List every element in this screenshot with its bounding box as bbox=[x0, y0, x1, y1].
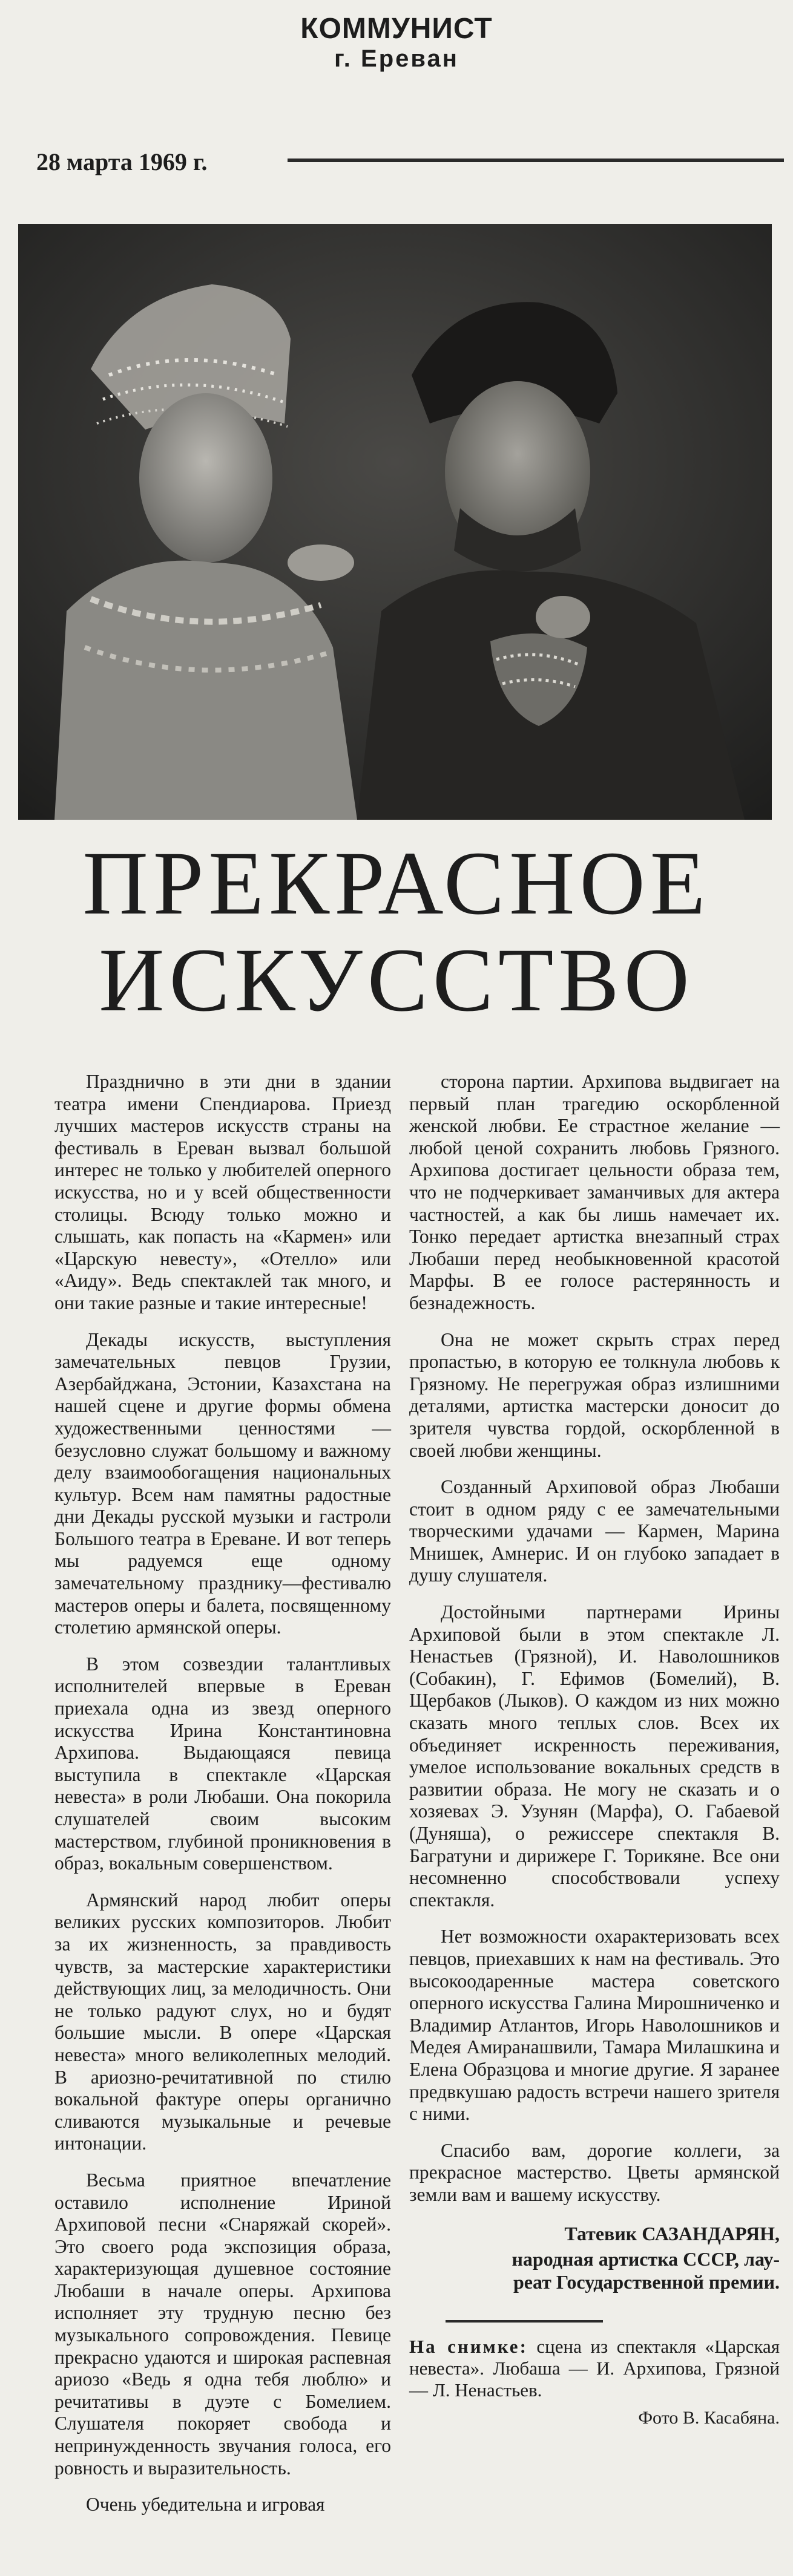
photo-caption bbox=[409, 2336, 780, 2401]
paragraph: Празднично в эти дни в здании театра имени Спендиарова. Приезд лучших мастеров искусств страны на фестиваль в Ереван вызвал большой интерес не только у любителей оперного искусства, но и у всей общественности столицы. Всюду только можно и слышать, как попасть на «Кармен» или «Царскую невесту», «Отелло» или «Аиду». Ведь спектаклей так много, и они такие разные и такие интересные! bbox=[54, 1071, 391, 1313]
photo-credit: Фото В. Касабяна. bbox=[638, 2407, 780, 2428]
masthead bbox=[0, 12, 793, 73]
headline-line-2: ИСКУССТВО bbox=[99, 930, 694, 1030]
article-column-1 bbox=[54, 1071, 391, 2531]
article-column-2 bbox=[409, 1071, 780, 2429]
performance-photo bbox=[18, 224, 772, 820]
paragraph: Очень убедительна и игровая bbox=[86, 2494, 325, 2516]
author-signature bbox=[409, 2222, 780, 2293]
author-name: Татевик САЗАНДАРЯН, bbox=[564, 2222, 780, 2244]
paragraph: В этом созвездии талантливых исполнителей впервые в Ереван приехала одна из звезд оперного искусства Ирина Константиновна Архипова. Выдающаяся певица выступила в спектакле «Царская невеста» в роли Любаши. Она покорила слушателей своим высоким мастерством, глубиной проникновения в образ, вокальным совершенством. bbox=[54, 1653, 391, 1874]
paragraph: Нет возможности охарактеризовать всех певцов, приехавших к нам на фестиваль. Это высокоодаренные мастера советского оперного искусства Галина Мирошниченко и Владимир Атлантов, Игорь Наволошников и Медея Амиранашвили, Тамара Милашкина и Елена Образцова и многие другие. Я заранее предвкушаю радость встречи нашего зрителя с ними. bbox=[409, 1926, 780, 2125]
caption-separator bbox=[446, 2320, 603, 2323]
author-title-line-1: народная артистка СССР, лау- bbox=[512, 2247, 780, 2270]
paragraph: Достойными партнерами Ирины Архиповой были в этом спектакле Л. Ненастьев (Грязной), И. Наволошников (Собакин), Г. Ефимов (Бомелий), В. Щербаков (Лыков). О каждом из них можно сказать много теплых слов. Всех их объединяет искренность переживания, умелое использование вокальных средств в развитии образа. Не могу не сказать и о хозяевах Э. Узунян (Марфа), О. Габаевой (Дуняша), о режиссере спектакля В. Багратуни и дирижере Г. Торикяне. Все они несомненно способствовали успеху спектакля. bbox=[409, 1601, 780, 1911]
issue-date: 28 марта 1969 г. bbox=[36, 148, 208, 175]
photo-illustration bbox=[18, 224, 772, 820]
date-rule bbox=[288, 159, 784, 162]
publication-name: КОММУНИСТ bbox=[300, 13, 493, 45]
paragraph: Армянский народ любит оперы великих русских композиторов. Любит за их жизненность, за правдивость чувств, за мастерские характеристики действующих лиц, за мелодичность. Они не только радуют слух, но и будят большие мысли. В опере «Царская невеста» много великолепных мелодий. В ариозно-речитативной по стилю вокальной фактуре оперы органично сливаются музыкальные и речевые интонации. bbox=[54, 1889, 391, 2154]
paragraph: Она не может скрыть страх перед пропастью, в которую ее толкнула любовь к Грязному. Не перегружая образ излишними деталями, артистка мастерски доносит до зрителя чувства гордой, оскорбленной в своей любви женщины. bbox=[409, 1329, 780, 1461]
paragraph: Декады искусств, выступления замечательных певцов Грузии, Азербайджана, Эстонии, Казахстана на нашей сцене и другие формы обмена художественными ценностями — безусловно служат большому и важному делу взаимообогащения национальных культур. Всем нам памятны радостные дни Декады русской музыки и гастроли Большого театра в Ереване. И вот теперь мы радуемся еще одному замечательному празднику—фестивалю мастеров оперы и балета, посвященному столетию армянской оперы. bbox=[54, 1329, 391, 1638]
publication-city: г. Ереван bbox=[334, 45, 459, 72]
paragraph: Весьма приятное впечатление оставило исполнение Ириной Архиповой песни «Снаряжай скорей». Это своего рода экспозиция образа, характеризующая душевное состояние Любаши в начале оперы. Архипова исполняет эту трудную песню без музыкального сопровождения. Певице прекрасно удаются и широкая распевная ариозо «Ведь я одна тебя люблю» и речитативы в дуэте с Бомелием. Слушателя покоряет свобода и непринужденность звучания голоса, его ровность и выразительность. bbox=[54, 2169, 391, 2479]
paragraph: сторона партии. Архипова выдвигает на первый план трагедию оскорбленной женской любви. Ее страстное желание — любой ценой сохранить любовь Грязного. Архипова достигает цельности образа тем, что не подчеркивает заманчивых для актера частностей, а как бы лишь намечает их. Тонко передает артистка внезапный страх Любаши перед необыкновенной красотой Марфы. В ее голосе растерянность и безнадежность. bbox=[409, 1071, 780, 1313]
paragraph: Созданный Архиповой образ Любаши стоит в одном ряду с ее замечательными творческими удачами — Кармен, Марина Мнишек, Амнерис. И он глубоко западает в душу слушателя. bbox=[409, 1476, 780, 1586]
paragraph: Спасибо вам, дорогие коллеги, за прекрасное мастерство. Цветы армянской земли вам и вашему искусству. bbox=[409, 2139, 780, 2205]
headline-line-1: ПРЕКРАСНОЕ bbox=[82, 833, 711, 933]
article-headline bbox=[0, 835, 793, 1028]
author-title-line-2: реат Государственной премии. bbox=[513, 2270, 780, 2293]
caption-text: сцена из спектакля «Царская невеста». Любаша — И. Архипова, Грязной — Л. Ненастьев. bbox=[409, 2335, 780, 2401]
caption-lead: На снимке: bbox=[409, 2335, 528, 2357]
